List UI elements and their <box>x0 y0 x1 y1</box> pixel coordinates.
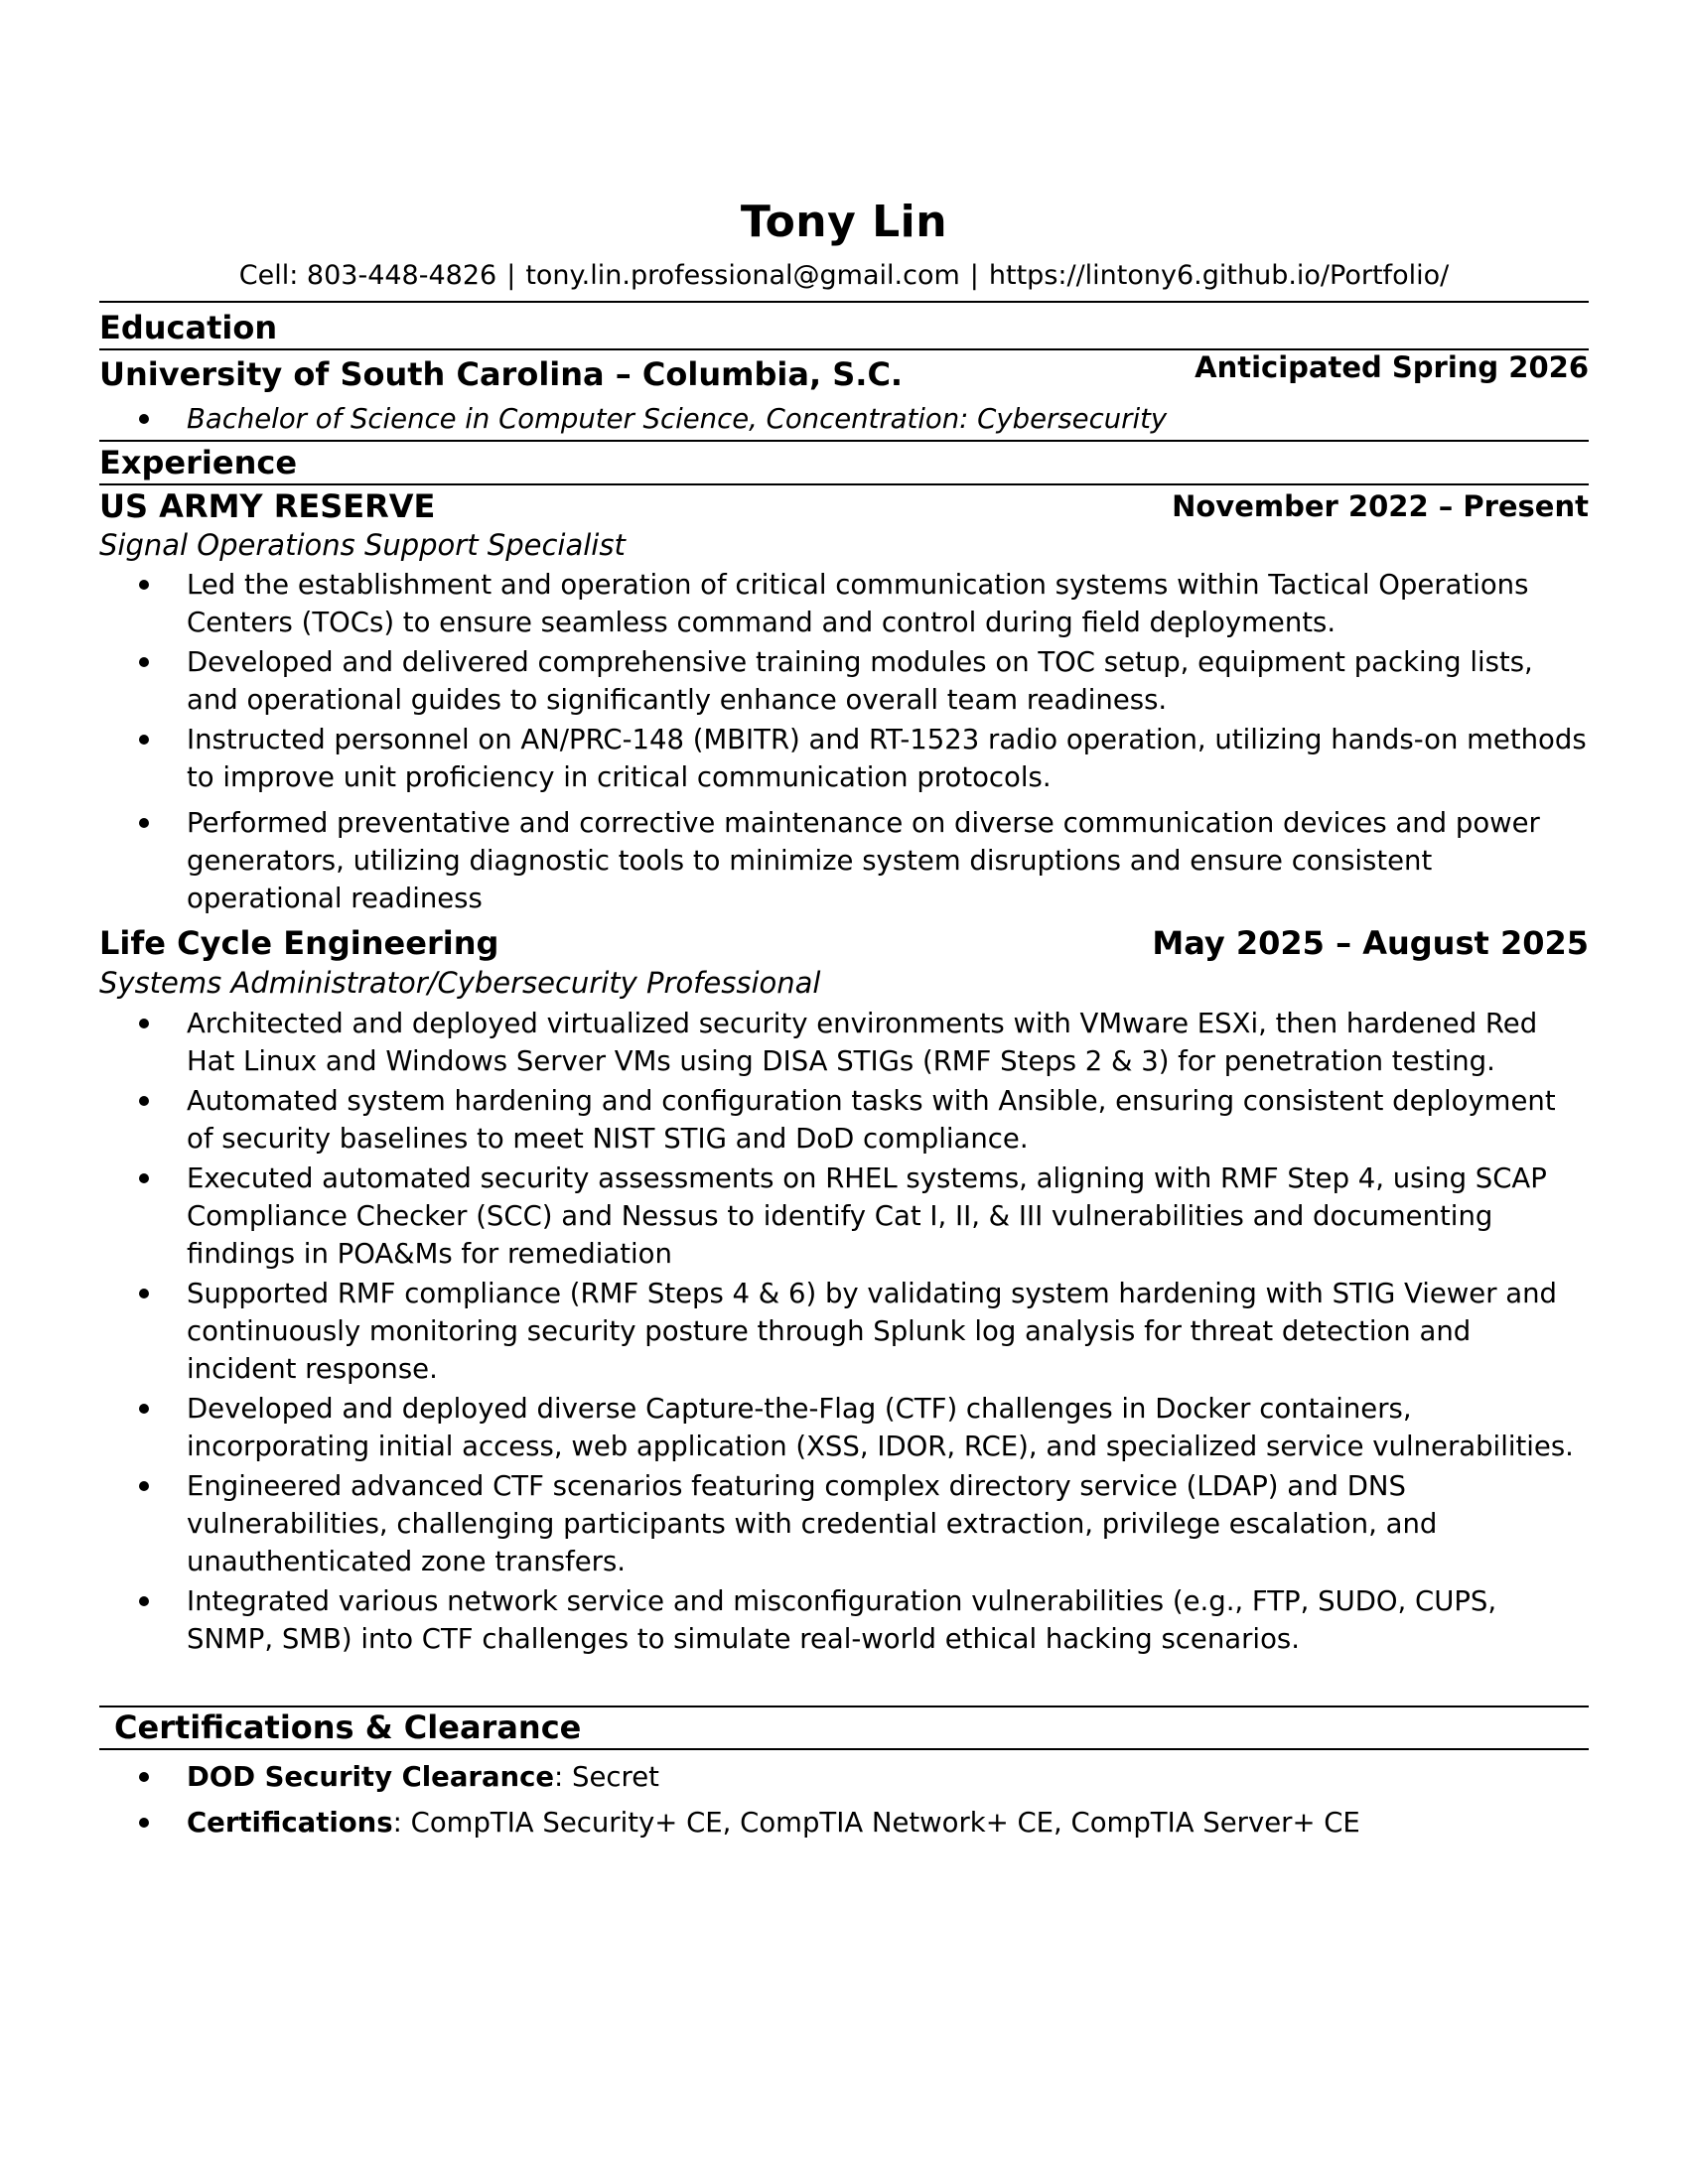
job-title: Signal Operations Support Specialist <box>99 528 626 562</box>
list-item: Integrated various network service and misconfiguration vulnerabilities (e.g., FTP, SUDO, CUPS, SNMP, SMB) into CTF challenges to simulate real-world ethical hacking scenarios. <box>99 1582 1589 1658</box>
list-item: Developed and deployed diverse Capture-the-Flag (CTF) challenges in Docker containers, incorporating initial access, web application (XSS, IDOR, RCE), and specialized service vulnerabilities. <box>99 1390 1589 1465</box>
candidate-name: Tony Lin <box>740 197 948 247</box>
divider <box>99 1748 1589 1750</box>
certifications-value: : CompTIA Security+ CE, CompTIA Network+ CE, CompTIA Server+ CE <box>392 1807 1360 1839</box>
clearance-value: : Secret <box>554 1761 659 1793</box>
list-item <box>99 1804 1589 1842</box>
list-item: Developed and delivered comprehensive training modules on TOC setup, equipment packing lists, and operational guides to significantly enhance overall team readiness. <box>99 643 1589 719</box>
divider <box>99 440 1589 442</box>
phone-number: Cell: 803-448-4826 <box>238 260 497 291</box>
portfolio-link[interactable]: https://lintony6.github.io/Portfolio/ <box>988 260 1450 291</box>
list-item: Performed preventative and corrective maintenance on diverse communication devices and power generators, utilizing diagnostic tools to minimize system disruptions and ensure consistent operational readiness <box>99 804 1589 917</box>
employer-name: Life Cycle Engineering <box>99 924 499 962</box>
list-item <box>99 1758 1589 1796</box>
list-item: Engineered advanced CTF scenarios featuring complex directory service (LDAP) and DNS vulnerabilities, challenging participants with credential extraction, privilege escalation, and unauthenticated zone transfers. <box>99 1467 1589 1580</box>
school-name: University of South Carolina – Columbia, S.C. <box>99 355 904 393</box>
education-list <box>99 400 1589 440</box>
contact-line <box>99 258 1589 294</box>
divider <box>99 483 1589 485</box>
graduation-date: Anticipated Spring 2026 <box>1195 350 1589 384</box>
clearance-label: DOD Security Clearance <box>187 1761 555 1793</box>
employer-name: US ARMY RESERVE <box>99 487 436 525</box>
certifications-label: Certifications <box>187 1807 393 1839</box>
email-link[interactable]: tony.lin.professional@gmail.com <box>525 260 960 291</box>
employment-dates: November 2022 – Present <box>1172 489 1589 523</box>
list-item: Executed automated security assessments on RHEL systems, aligning with RMF Step 4, using SCAP Compliance Checker (SCC) and Nessus to identify Cat I, II, & III vulnerabilities and documenting findings in POA&Ms for remediation <box>99 1160 1589 1273</box>
employment-dates: May 2025 – August 2025 <box>1152 924 1589 962</box>
list-item: Supported RMF compliance (RMF Steps 4 & 6) by validating system hardening with STIG Viewer and continuously monitoring security posture through Splunk log analysis for threat detection and incident response. <box>99 1275 1589 1388</box>
list-item: Instructed personnel on AN/PRC-148 (MBITR) and RT-1523 radio operation, utilizing hands-on methods to improve unit proficiency in critical communication protocols. <box>99 721 1589 796</box>
list-item: Bachelor of Science in Computer Science, Concentration: Cybersecurity <box>99 400 1589 438</box>
section-title-certifications: Certifications & Clearance <box>114 1708 582 1746</box>
list-item: Automated system hardening and configuration tasks with Ansible, ensuring consistent deployment of security baselines to meet NIST STIG and DoD compliance. <box>99 1082 1589 1158</box>
job-bullets <box>99 1005 1589 1660</box>
section-title-education: Education <box>99 309 278 346</box>
certification-list <box>99 1758 1589 1843</box>
list-item: Architected and deployed virtualized security environments with VMware ESXi, then hardened Red Hat Linux and Windows Server VMs using DISA STIGs (RMF Steps 2 & 3) for penetration testing. <box>99 1005 1589 1080</box>
section-title-experience: Experience <box>99 444 298 481</box>
job-bullets <box>99 566 1589 919</box>
divider <box>99 301 1589 303</box>
job-title: Systems Administrator/Cybersecurity Professional <box>99 966 821 1000</box>
separator: | <box>969 260 979 291</box>
list-item: Led the establishment and operation of critical communication systems within Tactical Operations Centers (TOCs) to ensure seamless command and control during field deployments. <box>99 566 1589 641</box>
separator: | <box>506 260 516 291</box>
